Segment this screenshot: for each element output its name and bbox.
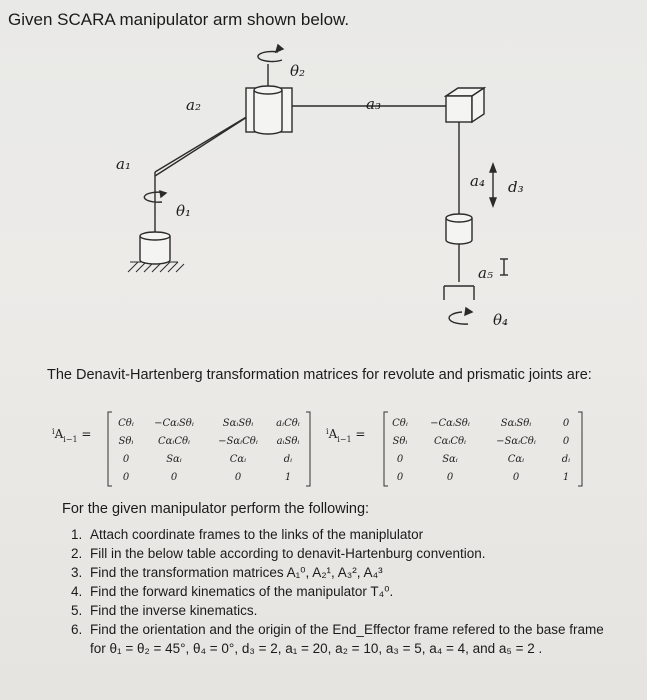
prismatic-matrix-cell: Sαᵢ <box>442 454 458 465</box>
revolute-matrix-cell: Cαᵢ <box>229 454 247 465</box>
gripper <box>444 286 474 300</box>
revolute-matrix-cell: aᵢSθᵢ <box>276 436 300 447</box>
prismatic-matrix-cell: −SαᵢCθᵢ <box>496 436 536 447</box>
base-cylinder <box>140 232 170 264</box>
task-item: 4. Find the forward kinematics of the manipulator T₄⁰. <box>86 582 616 601</box>
revolute-matrix-cell: SαᵢSθᵢ <box>222 418 254 429</box>
task-item: 2. Fill in the below table according to denavit-Hartenburg convention. <box>86 544 616 563</box>
prismatic-matrix-cell: 0 <box>562 418 570 429</box>
lower-cylinder <box>446 214 472 244</box>
svg-text:iAi−1 =: $^iA_{i-1}$ = <box>52 427 92 444</box>
task-item: 5. Find the inverse kinematics. <box>86 601 616 620</box>
revolute-matrix-cell: Cθᵢ <box>118 418 134 429</box>
svg-text:iAi−1 =: $^iA_{i-1}$ = <box>326 427 366 444</box>
task-item: 6. Find the orientation and the origin of the End_Effector frame refered to the base frame for θ₁ = θ₂ = 45°, θ₄ = 0°, d₃ = 2, a₁ = 20, a₂ = 10, a₃ = 5, a₄ = 4, and a₅ = 2 . <box>86 620 616 658</box>
label-theta2: θ₂ <box>290 62 306 80</box>
task-list <box>70 525 616 658</box>
revolute-matrix-cell: Sθᵢ <box>118 436 134 447</box>
prismatic-matrix-cell: dᵢ <box>561 454 571 465</box>
joint2-block <box>246 86 292 134</box>
label-a3: a₃ <box>366 95 381 113</box>
end-cube <box>446 88 484 122</box>
revolute-matrix-cell: 1 <box>284 472 292 483</box>
revolute-matrix-cell: CαᵢCθᵢ <box>157 436 191 447</box>
task-item: 3. Find the transformation matrices A₁⁰, A₂¹, A₃², A₄³ <box>86 563 616 582</box>
revolute-matrix-cell: −SαᵢCθᵢ <box>218 436 258 447</box>
revolute-matrix-cell: 0 <box>234 472 242 483</box>
label-theta1: θ₁ <box>176 202 192 220</box>
label-a4: a₄ <box>470 172 485 190</box>
tasks-heading: For the given manipulator perform the following: <box>62 501 370 517</box>
revolute-matrix-cell: 0 <box>170 472 178 483</box>
prismatic-matrix-cell: SαᵢSθᵢ <box>500 418 532 429</box>
prismatic-matrix-cell: CαᵢCθᵢ <box>433 436 467 447</box>
prismatic-matrix-cell: 0 <box>512 472 520 483</box>
prismatic-matrix-cell: 0 <box>446 472 454 483</box>
label-theta4: θ₄ <box>493 311 509 329</box>
prismatic-matrix-cell: Cθᵢ <box>392 418 408 429</box>
prismatic-matrix-cell: 0 <box>562 436 570 447</box>
label-a2: a₂ <box>186 96 201 114</box>
prismatic-matrix-label: A <box>328 427 338 441</box>
intro-text: The Denavit-Hartenberg transformation matrices for revolute and prismatic joints are: <box>47 367 592 383</box>
prismatic-matrix-cell: Sθᵢ <box>392 436 408 447</box>
prismatic-matrix-cell: Cαᵢ <box>507 454 525 465</box>
revolute-matrix-cell: dᵢ <box>283 454 293 465</box>
task-item: 1. Attach coordinate frames to the links of the maniplulator <box>86 525 616 544</box>
problem-title: Given SCARA manipulator arm shown below. <box>8 10 350 29</box>
revolute-matrix <box>52 412 310 486</box>
revolute-matrix-cell: aᵢCθᵢ <box>276 418 300 429</box>
label-d3: d₃ <box>508 178 524 196</box>
prismatic-matrix-cell: 0 <box>396 454 404 465</box>
prismatic-matrix-cell: 0 <box>396 472 404 483</box>
label-a5: a₅ <box>478 264 493 282</box>
revolute-matrix-label: A <box>54 427 64 441</box>
prismatic-matrix-cell: 1 <box>562 472 570 483</box>
revolute-matrix-cell: −CαᵢSθᵢ <box>154 418 194 429</box>
theta2-arrow <box>258 52 282 62</box>
revolute-matrix-cell: Sαᵢ <box>166 454 182 465</box>
revolute-matrix-cell: 0 <box>122 454 130 465</box>
revolute-matrix-cell: 0 <box>122 472 130 483</box>
label-a1: a₁ <box>116 155 131 173</box>
prismatic-matrix-cell: −CαᵢSθᵢ <box>430 418 470 429</box>
prismatic-matrix <box>326 412 582 486</box>
